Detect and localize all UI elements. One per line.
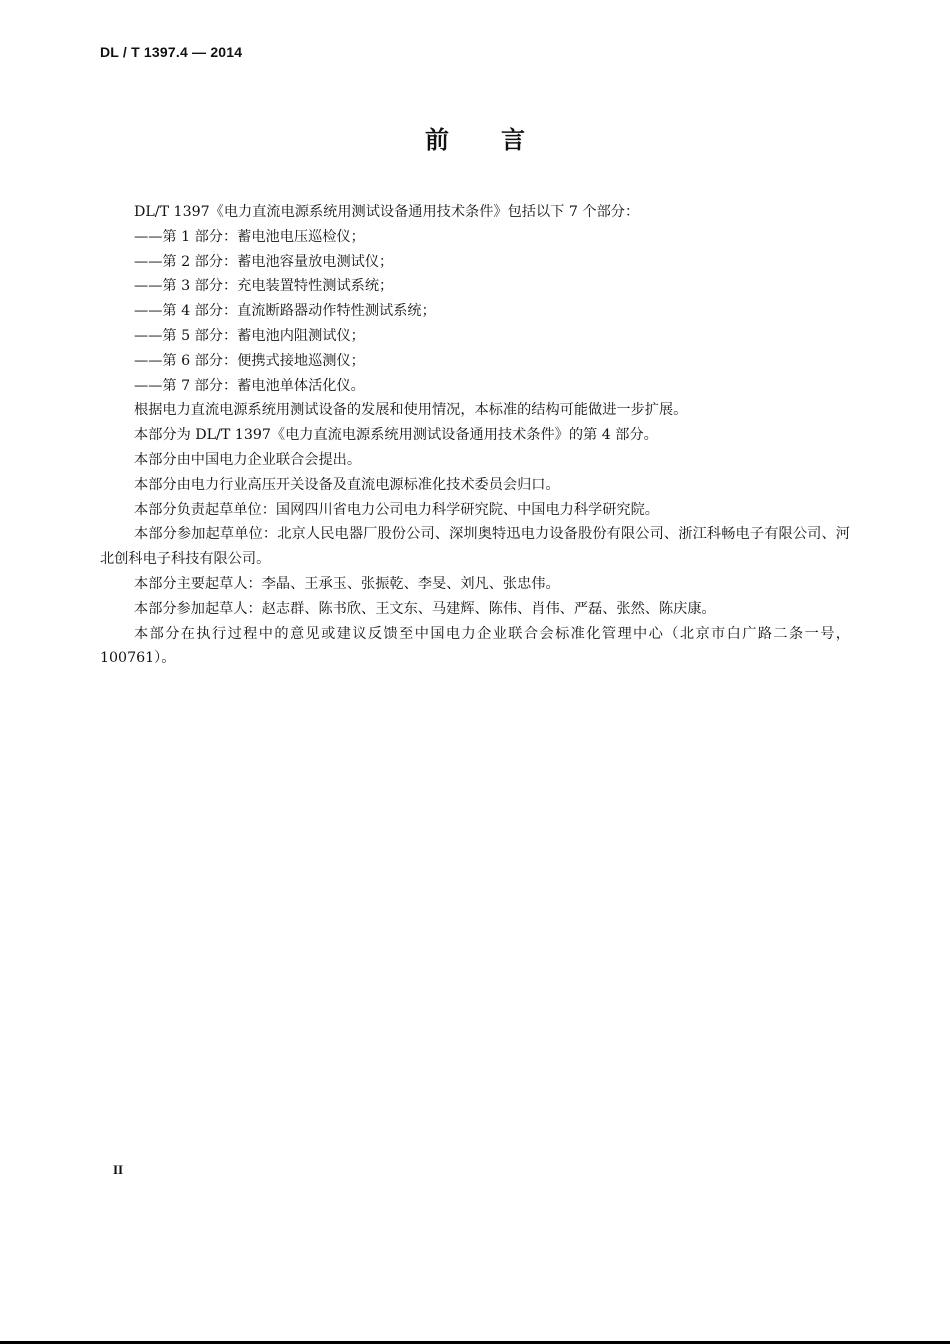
drafting-unit-paragraph: 本部分负责起草单位：国网四川省电力公司电力科学研究院、中国电力科学研究院。 bbox=[134, 501, 659, 518]
document-code-header: DL / T 1397.4 — 2014 bbox=[100, 44, 243, 60]
part-list-item: ——第 4 部分：直流断路器动作特性测试系统； bbox=[134, 303, 436, 320]
part-list-item: ——第 6 部分：便携式接地巡测仪； bbox=[134, 352, 365, 369]
intro-paragraph: DL/T 1397《电力直流电源系统用测试设备通用技术条件》包括以下 7 个部分： bbox=[134, 204, 640, 220]
proposer-paragraph: 本部分由中国电力企业联合会提出。 bbox=[134, 451, 362, 468]
part-statement-paragraph: 本部分为 DL/T 1397《电力直流电源系统用测试设备通用技术条件》的第 4 部分。 bbox=[134, 427, 658, 444]
feedback-paragraph: 本部分在执行过程中的意见或建议反馈至中国电力企业联合会标准化管理中心（北京市白广路二条一号，100761）。 bbox=[100, 625, 850, 667]
page-number: II bbox=[113, 1162, 124, 1177]
part-list-item: ——第 2 部分：蓄电池容量放电测试仪； bbox=[134, 253, 394, 270]
participating-drafters-paragraph: 本部分参加起草人：赵志群、陈书欣、王文东、马建辉、陈伟、肖伟、严磊、张然、陈庆康。 bbox=[134, 600, 716, 617]
structure-paragraph: 根据电力直流电源系统用测试设备的发展和使用情况，本标准的结构可能做进一步扩展。 bbox=[134, 402, 688, 419]
participating-units-paragraph: 本部分参加起草单位：北京人民电器厂股份公司、深圳奥特迅电力设备股份有限公司、浙江科畅电子有限公司、河北创科电子科技有限公司。 bbox=[100, 526, 850, 568]
foreword-body bbox=[100, 200, 850, 671]
part-list-item: ——第 7 部分：蓄电池单体活化仪。 bbox=[134, 377, 365, 394]
committee-paragraph: 本部分由电力行业高压开关设备及直流电源标准化技术委员会归口。 bbox=[134, 476, 560, 493]
page-title: 前言 bbox=[425, 126, 577, 154]
part-list-item: ——第 5 部分：蓄电池内阻测试仪； bbox=[134, 327, 365, 344]
main-drafters-paragraph: 本部分主要起草人：李晶、王承玉、张振乾、李旻、刘凡、张忠伟。 bbox=[134, 575, 560, 592]
part-list-item: ——第 3 部分：充电装置特性测试系统； bbox=[134, 278, 394, 295]
part-list-item: ——第 1 部分：蓄电池电压巡检仪； bbox=[134, 228, 365, 245]
